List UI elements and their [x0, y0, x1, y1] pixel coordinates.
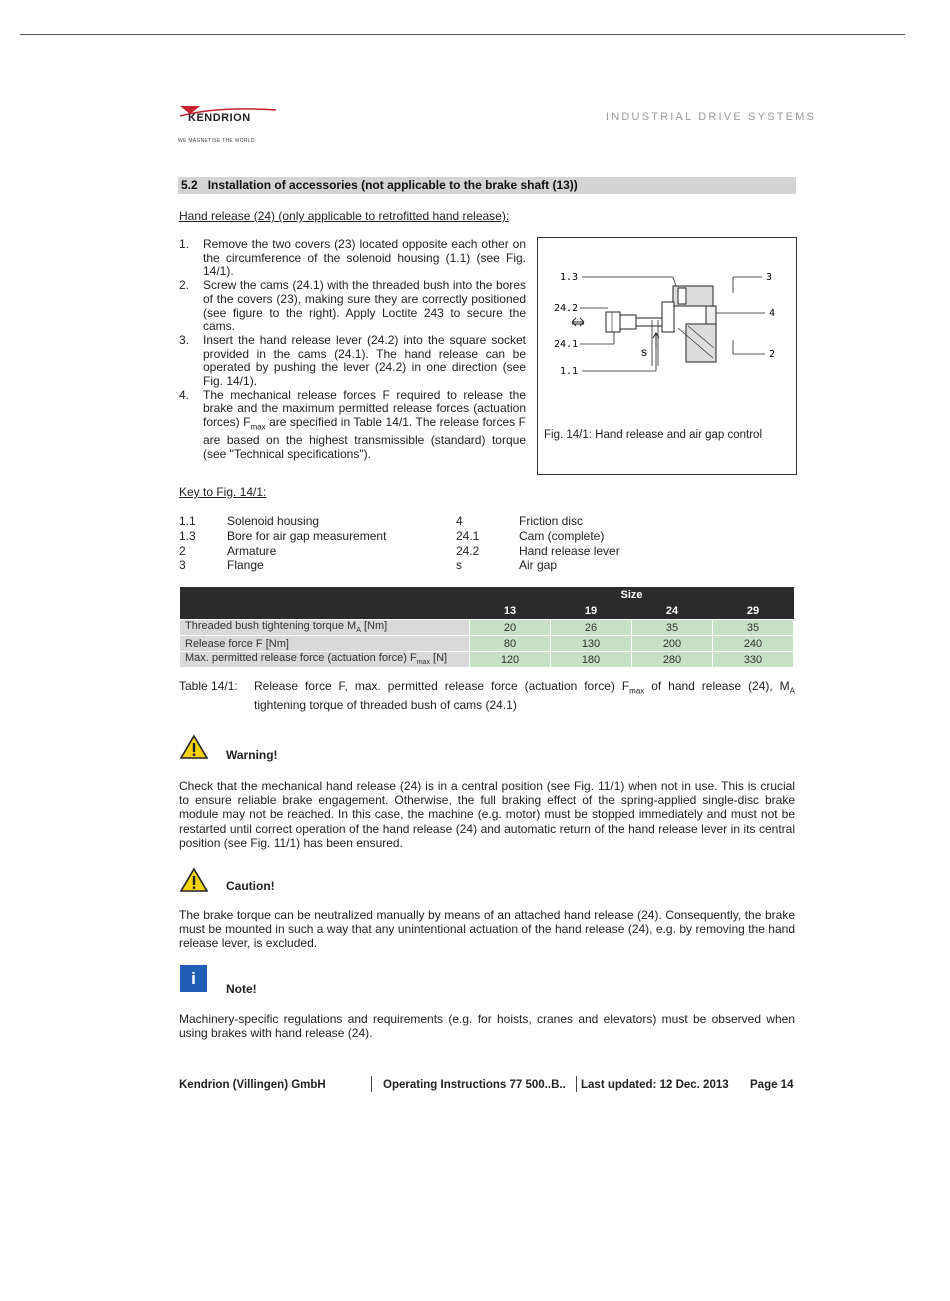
step-text: Screw the cams (24.1) with the threaded bush into the bores of the covers (23), making sure they are correctly positioned (see figure to the right). Apply Loctite 243 to secure the cams. [203, 278, 526, 334]
table-cell: 330 [713, 652, 794, 668]
key-code: 24.1 [456, 528, 480, 543]
list-item [179, 238, 526, 279]
subheading: Hand release (24) (only applicable to retrofitted hand release): [179, 209, 510, 223]
note-text: Machinery-specific regulations and requirements (e.g. for hoists, cranes and elevators) must be observed when using brakes with hand release (24). [179, 1012, 795, 1041]
key-row [179, 544, 719, 559]
size-col: 13 [470, 603, 551, 620]
label-24-1: 24.1 [554, 339, 579, 350]
key-code: 3 [179, 558, 186, 573]
footer-divider [371, 1076, 372, 1092]
step-number: 4. [179, 387, 190, 402]
key-code: 4 [456, 514, 463, 528]
caption-number: Table 14/1: [179, 679, 238, 693]
footer-company: Kendrion (Villingen) GmbH [179, 1079, 326, 1091]
table-row [180, 636, 794, 652]
hand-release-drawing [538, 238, 796, 428]
warning-title: Warning! [226, 748, 278, 762]
subscript: max [250, 422, 266, 432]
step-text: The mechanical release forces F required to release the brake and the maximum permitted release forces (actuation forces) F [203, 387, 526, 430]
section-number: 5.2 [181, 178, 198, 192]
caution-icon [180, 867, 208, 898]
key-grid [179, 514, 719, 573]
table-cell: 35 [713, 620, 794, 636]
release-force-table [179, 587, 794, 668]
table-cell: 20 [470, 620, 551, 636]
table-caption: Table 14/1: Release force F, max. permitted release force (actuation force) $F_{max}$ of hand release (24), $M_A$ tightening torque of threaded bush of cams (24.1) [179, 679, 795, 713]
section-heading [178, 177, 796, 194]
figure-14-1 [537, 237, 797, 475]
table-cell: 35 [632, 620, 713, 636]
key-code: 2 [179, 543, 186, 558]
key-desc: Friction disc [519, 514, 584, 528]
label-1-3: 1.3 [560, 272, 579, 283]
footer-updated: Last updated: 12 Dec. 2013 [581, 1079, 729, 1091]
key-desc: Cam (complete) [519, 528, 605, 543]
size-header: Size [470, 587, 794, 603]
row-label: Threaded bush tightening torque $M_A$ [Nm] [180, 620, 470, 636]
size-col: 24 [632, 603, 713, 620]
note-title: Note! [226, 982, 257, 996]
key-desc: Solenoid housing [227, 514, 320, 528]
footer-divider [576, 1076, 577, 1092]
warning-text: Check that the mechanical hand release (24) is in a central position (see Fig. 11/1) when not in use. This is crucial to ensure reliable brake engagement. Otherwise, the full braking effect of the spring-applied single-disc brake module may not be reached. In this case, the machine (e.g. motor) must be stopped immediately and must not be restarted until correct operation of the hand release (24) and automatic return of the hand release lever in its central position (see Fig. 11/1) has been ensured. [179, 779, 795, 850]
key-desc: Armature [227, 543, 277, 558]
logo-text: KENDRION [188, 112, 251, 124]
label-3: 3 [766, 272, 773, 283]
list-item [179, 389, 526, 462]
key-desc: Bore for air gap measurement [227, 528, 387, 543]
key-desc: Air gap [519, 558, 558, 573]
caution-title: Caution! [226, 879, 275, 893]
label-4: 4 [769, 308, 776, 319]
step-text: Insert the hand release lever (24.2) into the square socket provided in the cams (24.1). The hand release can be operated by pushing the lever (24.2) in one direction (see Fig. 14/1). [203, 332, 526, 389]
row-label: Max. permitted release force (actuation force) $F_{max}$ [N] [180, 652, 470, 668]
key-row [179, 529, 719, 544]
gap-label: s [641, 345, 647, 359]
key-desc: Hand release lever [519, 543, 620, 558]
size-col: 19 [551, 603, 632, 620]
row-label: Release force F [Nm] [180, 636, 470, 652]
step-text-rest: are specified in Table 14/1. The release forces F are based on the highest transmissible (standard) torque (see "Technical specifications"). [203, 415, 526, 461]
flange-body [662, 286, 716, 362]
table-row [180, 620, 794, 636]
label-2: 2 [769, 349, 776, 360]
key-desc: Flange [227, 558, 264, 573]
table-cell: 200 [632, 636, 713, 652]
push-arrow-icon [572, 318, 584, 326]
table-cell: 120 [470, 652, 551, 668]
table-cell: 180 [551, 652, 632, 668]
size-col: 29 [713, 603, 794, 620]
step-number: 3. [179, 332, 190, 347]
step-number: 2. [179, 278, 190, 293]
division-title: INDUSTRIAL DRIVE SYSTEMS [606, 111, 817, 123]
cam-assembly [606, 312, 662, 332]
figure-caption: Fig. 14/1: Hand release and air gap control [544, 429, 762, 441]
key-code: 1.1 [179, 514, 196, 528]
footer-page: Page 14 [750, 1079, 794, 1091]
key-code: 24.2 [456, 543, 480, 558]
logo-tagline: WE MAGNETISE THE WORLD [178, 138, 255, 144]
warning-icon [180, 734, 208, 765]
key-code: 1.3 [179, 528, 196, 543]
table-cell: 26 [551, 620, 632, 636]
list-item [179, 279, 526, 334]
step-text: Remove the two covers (23) located opposite each other on the circumference of the solenoid housing (1.1) (see Fig. 14/1). [203, 237, 526, 279]
table-cell: 280 [632, 652, 713, 668]
key-row [179, 558, 719, 573]
label-1-1: 1.1 [560, 366, 579, 377]
top-rule [20, 34, 905, 35]
table-cell: 240 [713, 636, 794, 652]
key-code: s [456, 558, 462, 573]
table-cell: 130 [551, 636, 632, 652]
info-icon: i [180, 965, 207, 992]
instruction-list [179, 238, 526, 462]
footer-document: Operating Instructions 77 500..B.. [383, 1079, 566, 1091]
kendrion-logo [178, 104, 278, 150]
table-header-row [180, 587, 794, 603]
caution-text: The brake torque can be neutralized manually by means of an attached hand release (24). Consequently, the brake must be mounted in such a way that any unintentional actuation of the hand release (24), e.g. by removing the hand release lever, is excluded. [179, 908, 795, 951]
list-item [179, 334, 526, 389]
step-number: 1. [179, 237, 190, 251]
key-row [179, 514, 719, 529]
table-cell: 80 [470, 636, 551, 652]
key-title: Key to Fig. 14/1: [179, 485, 267, 499]
label-24-2: 24.2 [554, 303, 579, 314]
table-row [180, 652, 794, 668]
section-title: Installation of accessories (not applicable to the brake shaft (13)) [207, 178, 578, 192]
